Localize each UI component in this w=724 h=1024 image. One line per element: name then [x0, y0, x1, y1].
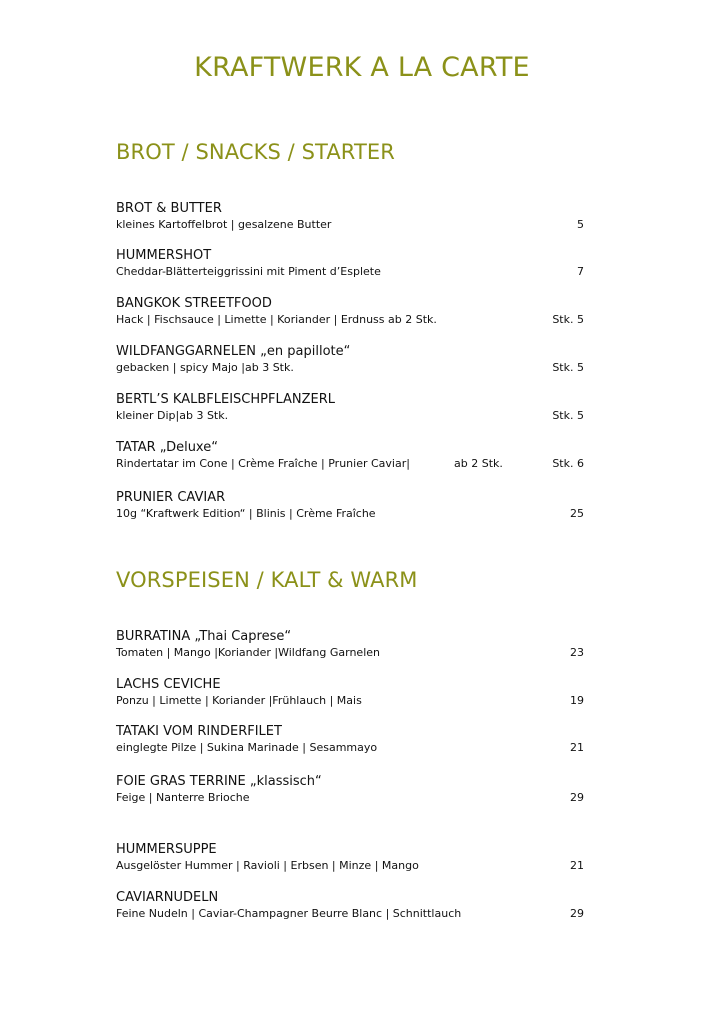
item-description: 10g “Kraftwerk Edition“ | Blinis | Crème Fraîche: [116, 507, 376, 520]
item-price: 5: [577, 218, 584, 231]
menu-item: [116, 773, 586, 809]
section-title-brot-snacks-starter: BROT / SNACKS / STARTER: [116, 140, 395, 164]
item-name: TATAKI VOM RINDERFILET: [116, 724, 282, 739]
item-description: kleines Kartoffelbrot | gesalzene Butter: [116, 218, 332, 231]
item-price: Stk. 5: [552, 313, 584, 326]
item-price: Stk. 5: [552, 409, 584, 422]
item-name: HUMMERSUPPE: [116, 842, 217, 857]
menu-item: [116, 676, 586, 712]
item-name: LACHS CEVICHE: [116, 677, 221, 692]
item-description: Cheddar-Blätterteiggrissini mit Piment d’Esplete: [116, 265, 381, 278]
page-title: KRAFTWERK A LA CARTE: [194, 52, 530, 83]
item-name: BANGKOK STREETFOOD: [116, 296, 272, 311]
item-price: 29: [570, 907, 584, 920]
item-price: 23: [570, 646, 584, 659]
item-description: Hack | Fischsauce | Limette | Koriander | Erdnuss ab 2 Stk.: [116, 313, 437, 326]
item-name: BURRATINA „Thai Caprese“: [116, 629, 292, 644]
menu-item: [116, 295, 586, 331]
item-name: FOIE GRAS TERRINE „klassisch“: [116, 774, 322, 789]
item-price: 7: [577, 265, 584, 278]
menu-item: [116, 343, 586, 379]
item-description: Tomaten | Mango |Koriander |Wildfang Garnelen: [116, 646, 380, 659]
item-name: CAVIARNUDELN: [116, 890, 219, 905]
menu-item: [116, 391, 586, 427]
item-description: Rindertatar im Cone | Crème Fraîche | Prunier Caviar|: [116, 457, 410, 470]
menu-item: [116, 200, 586, 236]
item-name: BERTL’S KALBFLEISCHPFLANZERL: [116, 392, 336, 407]
item-price: 19: [570, 694, 584, 707]
item-price: Stk. 6: [552, 457, 584, 470]
menu-item: [116, 439, 586, 475]
item-description: kleiner Dip|ab 3 Stk.: [116, 409, 229, 422]
item-description: Feige | Nanterre Brioche: [116, 791, 250, 804]
item-price: 21: [570, 859, 584, 872]
item-price: 21: [570, 741, 584, 754]
item-name: PRUNIER CAVIAR: [116, 490, 226, 505]
item-price: Stk. 5: [552, 361, 584, 374]
item-name: TATAR „Deluxe“: [116, 440, 218, 455]
section-title-vorspeisen: VORSPEISEN / KALT & WARM: [116, 568, 418, 592]
item-name: HUMMERSHOT: [116, 248, 212, 263]
item-description: Ausgelöster Hummer | Ravioli | Erbsen | Minze | Mango: [116, 859, 419, 872]
menu-item: [116, 489, 586, 525]
menu-item: [116, 628, 586, 664]
item-description: einglegte Pilze | Sukina Marinade | Sesammayo: [116, 741, 378, 754]
item-name: BROT & BUTTER: [116, 201, 222, 216]
menu-item: [116, 723, 586, 759]
item-name: WILDFANGGARNELEN „en papillote“: [116, 344, 351, 359]
item-description: gebacken | spicy Majo |ab 3 Stk.: [116, 361, 294, 374]
menu-item: [116, 841, 586, 877]
item-quantity-note: ab 2 Stk.: [454, 457, 503, 470]
item-description: Feine Nudeln | Caviar-Champagner Beurre Blanc | Schnittlauch: [116, 907, 462, 920]
menu-item: [116, 889, 586, 925]
item-price: 25: [570, 507, 584, 520]
menu-item: [116, 247, 586, 283]
item-price: 29: [570, 791, 584, 804]
item-description: Ponzu | Limette | Koriander |Frühlauch | Mais: [116, 694, 362, 707]
